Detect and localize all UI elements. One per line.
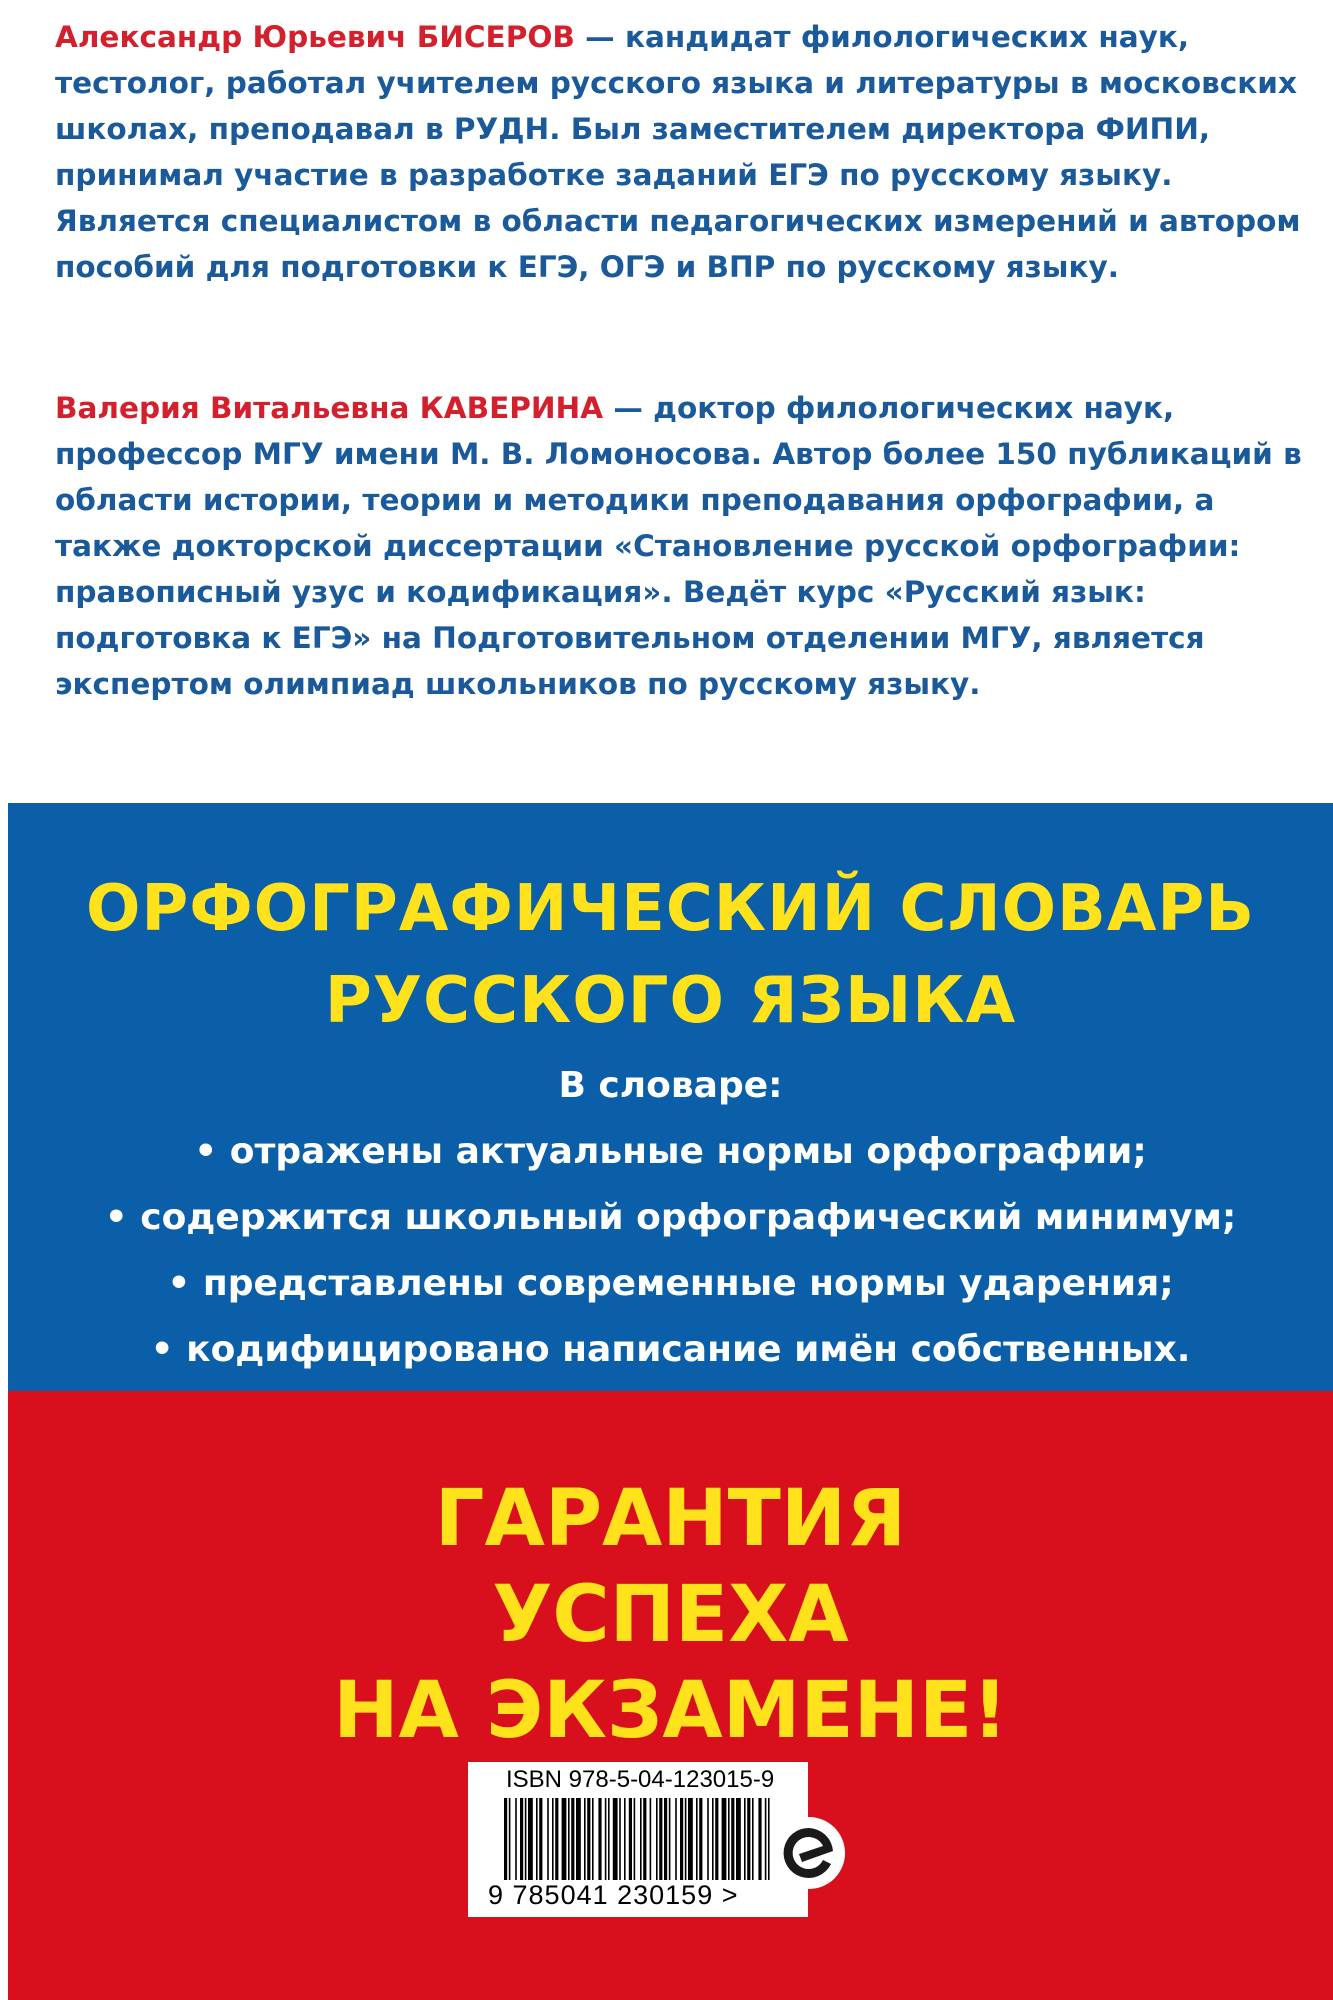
author-bio-biserov xyxy=(55,14,1305,290)
barcode-box xyxy=(468,1762,808,1917)
slogan-line-1: ГАРАНТИЯ xyxy=(434,1474,907,1564)
author-section xyxy=(0,0,1333,803)
barcode-icon xyxy=(504,1798,774,1880)
slogan-line-3: НА ЭКЗАМЕНЕ! xyxy=(333,1666,1008,1756)
book-title-line-1: ОРФОГРАФИЧЕСКИЙ СЛОВАРЬ xyxy=(85,872,1256,946)
isbn-text: ISBN 978-5-04-123015-9 xyxy=(506,1766,775,1793)
author-bio-kaverina xyxy=(55,385,1305,707)
feature-item: • кодифицировано написание имён собственных. xyxy=(150,1329,1191,1370)
author-name: Валерия Витальевна КАВЕРИНА xyxy=(55,391,604,425)
slogan xyxy=(8,1471,1333,1759)
feature-item: • отражены актуальные нормы орфографии; xyxy=(194,1131,1147,1172)
eksmo-e-logo-icon xyxy=(772,1816,846,1890)
book-info-band xyxy=(8,803,1333,1391)
author-name: Александр Юрьевич БИСЕРОВ xyxy=(55,20,575,54)
feature-item: • содержится школьный орфографический минимум; xyxy=(104,1197,1237,1238)
features-heading: В словаре: xyxy=(558,1065,783,1106)
slogan-line-2: УСПЕХА xyxy=(492,1570,849,1660)
author-bio-text: — кандидат филологических наук, тестолог, работал учителем русского языка и литературы в московских школах, преподавал в РУДН. Был заместителем директора ФИПИ, принимал участие в разработке заданий ЕГЭ по русскому языку. Является специалистом в области педагогических измерений и автором пособий для подготовки к ЕГЭ, ОГЭ и ВПР по русскому языку. xyxy=(55,20,1301,284)
book-title xyxy=(8,863,1333,1047)
ean-text: 9 785041 230159 > xyxy=(488,1880,739,1910)
book-title-line-2: РУССКОГО ЯЗЫКА xyxy=(324,964,1017,1038)
author-bio-text: — доктор филологических наук, профессор МГУ имени М. В. Ломоносова. Автор более 150 публикаций в области истории, теории и методики преподавания орфографии, а также докторской диссертации «Становление русской орфографии: правописный узус и кодификация». Ведёт курс «Русский язык: подготовка к ЕГЭ» на Подготовительном отделении МГУ, является экспертом олимпиад школьников по русскому языку. xyxy=(55,391,1302,701)
feature-item: • представлены современные нормы ударения; xyxy=(167,1263,1174,1304)
features-list xyxy=(8,1053,1333,1383)
